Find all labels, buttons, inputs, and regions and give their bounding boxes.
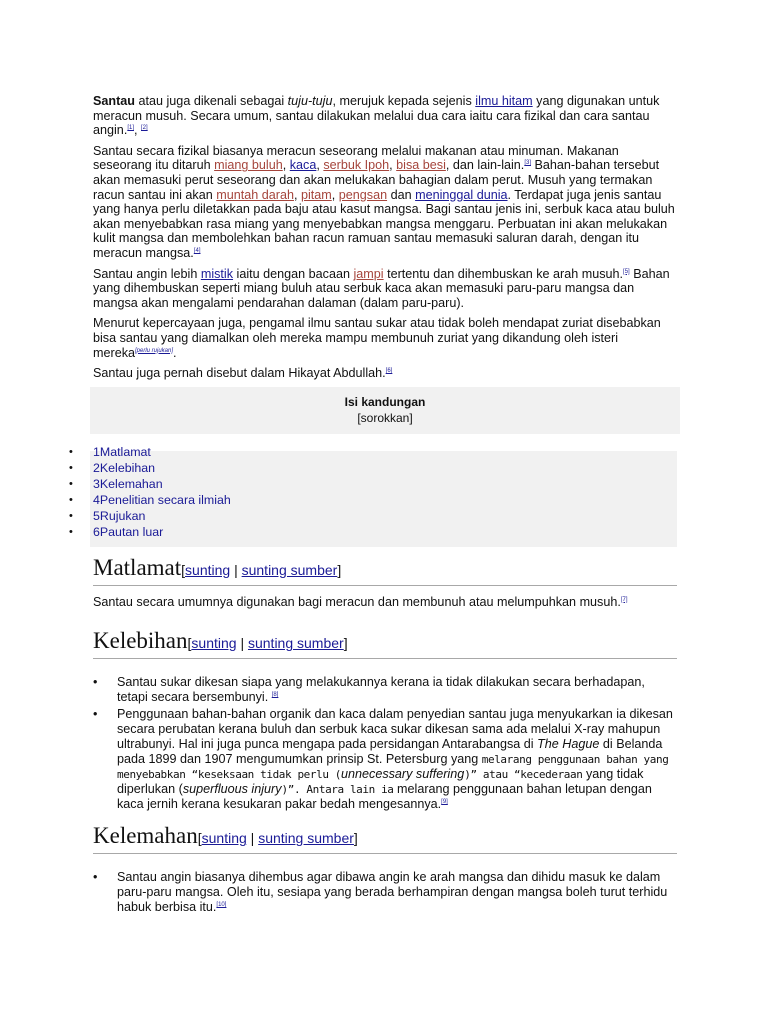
list-item: • Santau angin biasanya dihembus agar dibawa angin ke arah mangsa dan dihidu masuk ke dalam paru-paru mangsa. Oleh itu, sesiapa yang berada berhampiran dengan mangsa boleh turut terhidu habuk berbisa itu.[10] [93, 870, 668, 915]
term-santau: Santau [93, 94, 135, 108]
kelemahan-list [93, 870, 677, 915]
bullet: • [69, 445, 73, 458]
bullet: • [69, 461, 73, 474]
link-jampi[interactable]: jampi [353, 266, 384, 281]
link-serbuk-ipoh[interactable]: serbuk Ipoh [323, 158, 390, 173]
toc-list [69, 444, 677, 540]
link-muntah-darah[interactable]: muntah darah [216, 187, 294, 202]
toc-item-kelemahan[interactable] [69, 476, 677, 492]
toc-item-rujukan[interactable] [69, 508, 677, 524]
toc-label: Penelitian secara ilmiah [99, 492, 231, 507]
edit-link[interactable]: sunting [191, 635, 237, 652]
edit-source-link[interactable]: sunting sumber [258, 830, 354, 847]
toc-header [90, 387, 680, 434]
intro-paragraph-3: Santau angin lebih mistik iaitu dengan bacaan jampi tertentu dan dihembuskan ke arah musuh.[5] Bahan yang dihembuskan seperti miang buluh atau serbuk kaca akan memasuki paru-paru mangsa dan mangsa akan mengalami pendarahan dalaman (dalam paru-paru). [93, 266, 670, 310]
link-bisa-besi[interactable]: bisa besi [396, 158, 446, 173]
intro-paragraph-5: Santau juga pernah disebut dalam Hikayat Abdullah.[6] [93, 366, 393, 381]
toc-label: Matlamat [99, 444, 151, 459]
toc-item-matlamat[interactable] [69, 444, 677, 460]
toc-label: Kelemahan [99, 476, 163, 491]
toc-item-pautan-luar[interactable] [69, 524, 677, 540]
link-ilmu-hitam[interactable]: ilmu hitam [475, 94, 533, 108]
toc-number: 2 [93, 460, 100, 475]
ref-3[interactable]: [3] [524, 160, 531, 167]
section-heading-matlamat: Matlamat[sunting | sunting sumber] [93, 554, 677, 586]
edit-source-link[interactable]: sunting sumber [247, 635, 344, 652]
bullet: • [69, 493, 73, 506]
toc-label: Rujukan [99, 508, 146, 523]
link-kaca[interactable]: kaca [289, 158, 317, 173]
list-item: • Santau sukar dikesan siapa yang melakukannya kerana ia tidak dilakukan secara berhadapan, tetapi secara bersembunyi. [8] [93, 675, 645, 705]
list-item: • Penggunaan bahan-bahan organik dan kaca dalam penyedian santau juga menyukarkan ia dikesan secara perubatan kerana buluh dan serbuk kaca sukar dikesan sama ada melalui X-ray mahupun ultrabunyi. Hal ini juga punca mengapa pada persidangan Antarabangsa di The Hague di Belanda pada 1899 dan 1907 mengumumkan prinsip St. Petersburg yang melarang penggunaan bahan yang menyebabkan “keseksaan tidak perlu (unnecessary suffering)” atau “kecederaan yang tidak diperlukan (superfluous injury)”. Antara lain ia melarang penggunaan bahan letupan dengan kaca jernih kerana kesukaran pakar bedah mengesannya.[9] [93, 707, 673, 812]
link-miang-buluh[interactable]: miang buluh [214, 158, 283, 173]
ref-10[interactable]: [10] [216, 902, 227, 909]
ref-5[interactable]: [5] [623, 268, 630, 275]
toc-number: 4 [93, 492, 100, 507]
intro-paragraph-4: Menurut kepercayaan juga, pengamal ilmu santau sukar atau tidak boleh mendapat zuriat disebabkan bisa santau yang diamalkan oleh mereka mampu membunuh zuriat yang dikandung oleh isteri mereka[perlu rujukan]. [93, 316, 661, 360]
ref-6[interactable]: [6] [385, 368, 393, 375]
toc-number: 6 [93, 524, 100, 539]
toc-item-kelebihan[interactable] [69, 460, 677, 476]
toc-label: Pautan luar [99, 524, 164, 539]
bullet: • [69, 477, 73, 490]
ref-1[interactable]: [1] [127, 125, 134, 132]
edit-link[interactable]: sunting [201, 830, 247, 847]
toc-number: 1 [93, 444, 100, 459]
toc-number: 3 [93, 476, 100, 491]
link-pengsan[interactable]: pengsan [338, 187, 388, 202]
edit-links: [sunting | sunting sumber] [187, 635, 348, 652]
link-mistik[interactable]: mistik [200, 266, 234, 281]
article-body [69, 94, 677, 917]
ref-7[interactable]: [7] [620, 596, 628, 603]
edit-links: [sunting | sunting sumber] [181, 561, 342, 578]
intro-paragraph-1: Santau atau juga dikenali sebagai tuju-tuju, merujuk kepada sejenis ilmu hitam yang digunakan untuk meracun musuh. Secara umum, santau dilakukan melalui dua cara iaitu cara fizikal dan cara santau angin.[1], [2] [93, 94, 660, 138]
ref-8[interactable]: [8] [271, 692, 279, 699]
edit-source-link[interactable]: sunting sumber [241, 561, 338, 578]
matlamat-paragraph: Santau secara umumnya digunakan bagi meracun dan membunuh atau melumpuhkan musuh.[7] [93, 594, 628, 609]
edit-links: [sunting | sunting sumber] [197, 830, 358, 847]
toc-item-penelitian-secara-ilmiah[interactable] [69, 492, 677, 508]
section-heading-kelebihan: Kelebihan[sunting | sunting sumber] [93, 627, 677, 659]
section-heading-kelemahan: Kelemahan[sunting | sunting sumber] [93, 822, 677, 854]
edit-link[interactable]: sunting [185, 561, 231, 578]
toc-title: Isi kandungan [344, 394, 426, 409]
citation-needed[interactable]: [perlu rujukan] [135, 347, 174, 354]
toc-label: Kelebihan [99, 460, 156, 475]
toc-number: 5 [93, 508, 100, 523]
bullet: • [69, 509, 73, 522]
bullet: • [69, 525, 73, 538]
intro-paragraph-2: Santau secara fizikal biasanya meracun seseorang melalui makanan atau minuman. Makanan seseorang itu ditaruh miang buluh, kaca, serbuk Ipoh, bisa besi, dan lain-lain.[3] Bahan-bahan tersebut akan memasuki perut seseorang dan akan melukakan bahagian dalam perut. Musuh yang termakan racun santau ini akan muntah darah, pitam, pengsan dan meninggal dunia. Terdapat juga jenis santau yang hanya perlu diletakkan pada baju atau kasut mangsa. Bagi santau jenis ini, serbuk kaca atau buluh akan menyebabkan rasa miang yang menyebabkan mangsa menggaru. Perbuatan ini akan melukakan kulit mangsa dan membolehkan bahan racun ramuan santau memasuki saluran darah, dengan itu meracun mangsa.[4] [93, 143, 675, 260]
ref-9[interactable]: [9] [441, 799, 448, 806]
ref-4[interactable]: [4] [193, 247, 201, 254]
link-pitam[interactable]: pitam [300, 187, 332, 202]
link-meninggal-dunia[interactable]: meninggal dunia [415, 187, 508, 202]
toc-toggle[interactable]: [sorokkan] [357, 410, 413, 425]
kelebihan-list [93, 675, 677, 812]
ref-2[interactable]: [2] [141, 125, 148, 132]
